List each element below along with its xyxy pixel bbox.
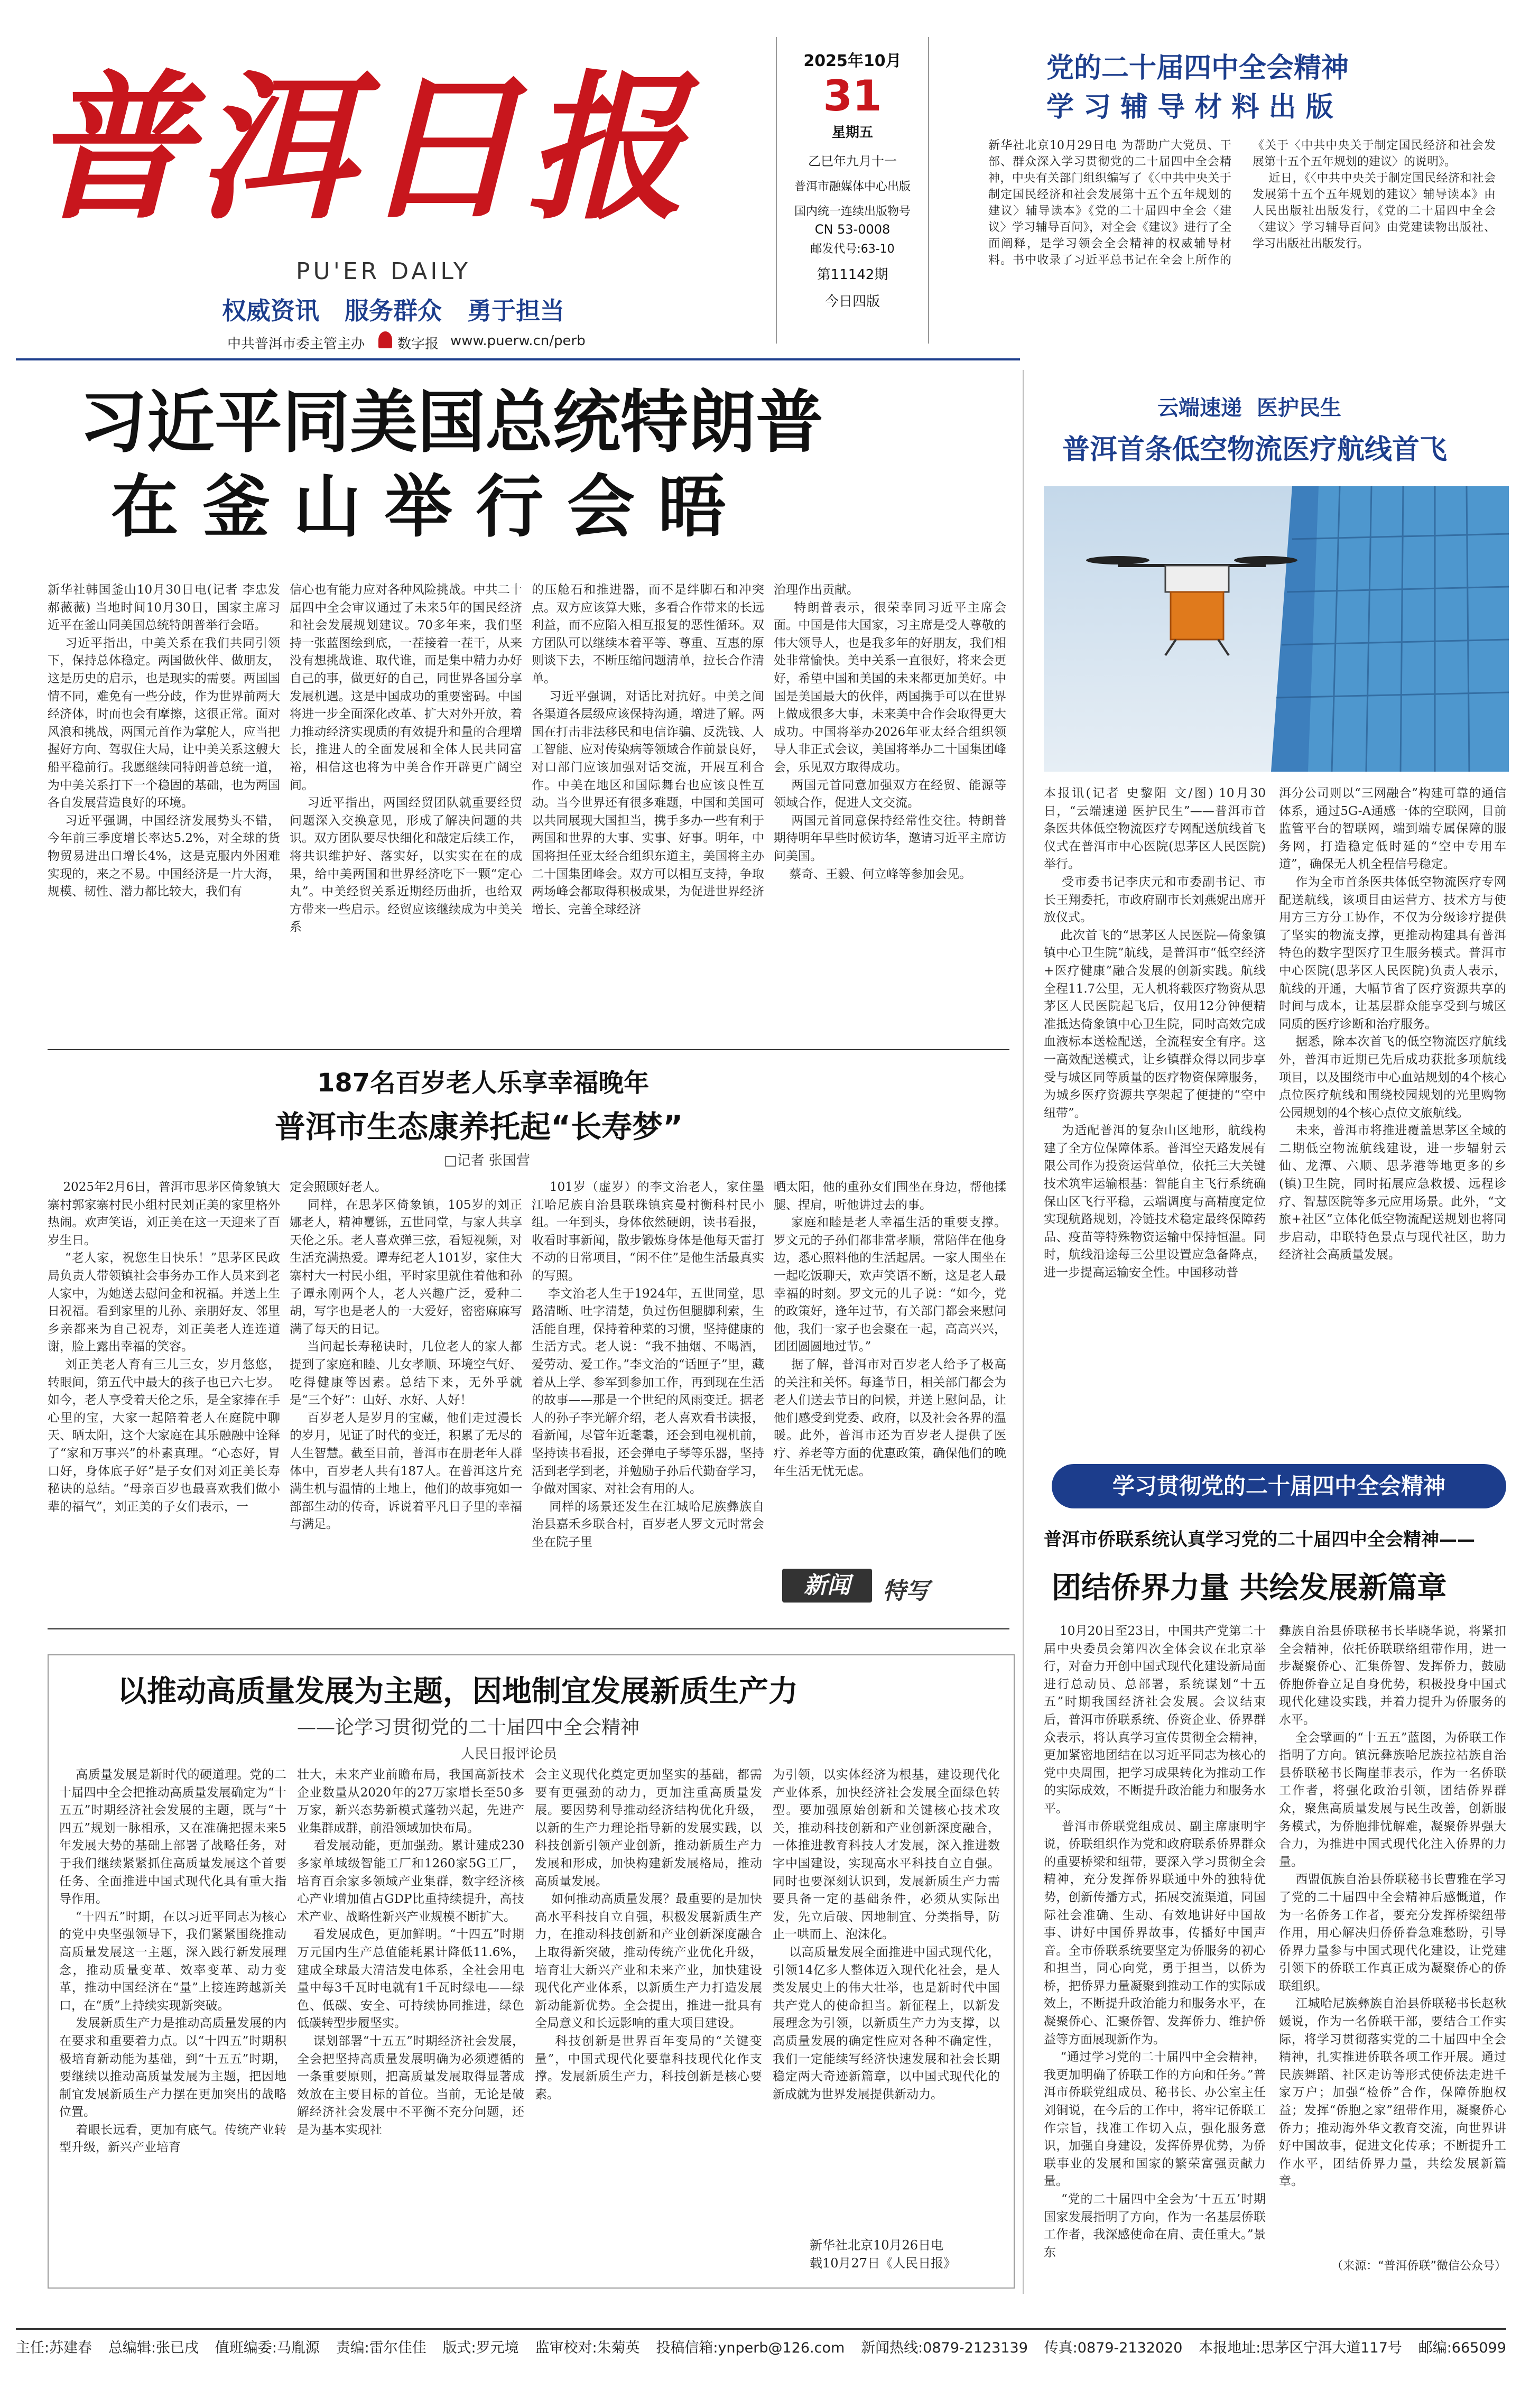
masthead-pinyin: PU'ER DAILY — [296, 258, 471, 285]
ocm-source: （来源：“普洱侨联”微信公众号） — [1331, 2259, 1506, 2273]
commentary-col-4: 为引领，以实体经济为根基，建设现代化产业体系，加快经济社会发展全面绿色转型。要加强原始创新和关键核心技术攻关，推动科技创新和产业创新深度融合，一体推进教育科技人才发展，深入推进数字中国建设，实现高水平科技自立自强。同时也要深刻认识到，发展新质生产力需要具备一定的基础条件，必须从实际出发，先立后破、因地制宜、分类指导，防止一哄而上、泡沫化。 以高质量发展全面推进中国式现代化，引领14亿多人整体迈入现代化社会，是人类发展史上的伟大壮举，也是新时代中国共产党人的使命担当。新征程上，以新发展理念为引领，以新质生产力为支撑，以高质量发展的确定性应对各种不确定性，我们一定能续写经济快速发展和社会长期稳定两大奇迹新篇章，以中国式现代化的新成就为世界发展提供新动力。 — [773, 1768, 1000, 2101]
digital-icon — [378, 331, 392, 348]
lead-col-1: 新华社韩国釜山10月30日电(记者 李忠发 郝薇薇) 当地时间10月30日，国家主席习近平在釜山同美国总统特朗普举行会晤。 习近平指出，中美关系在我们共同引领下，保持总体稳定。两国做伙伴、做朋友，这是历史的启示，也是现实的需要。两国国情不同，难免有一些分歧，作为世界前两大经济体，时而也会有摩擦，这很正常。面对风浪和挑战，两国元首作为掌舵人，应当把握好方向、驾驭住大局，让中美关系这艘大船平稳前行。我愿继续同特朗普总统一道，为中美关系打下一个稳固的基础，也为两国各自发展营造良好的环境。 习近平强调，中国经济发展势头不错，今年前三季度增长率达5.2%，对全球的货物贸易进出口增长4%，这是克服内外困难实现的，来之不易。中国经济是一片大海，规模、韧性、潜力都比较大，我们有 — [48, 583, 281, 899]
drone-photo-svg — [1044, 486, 1509, 772]
lead-divider — [48, 1049, 1009, 1050]
footer-director: 主任:苏建春 — [16, 2340, 92, 2356]
digital-label: 数字报 — [397, 336, 439, 352]
ocm-headline: 团结侨界力量 共绘发展新篇章 — [1052, 1571, 1447, 1605]
issue-day: 31 — [823, 71, 882, 121]
drone-col-2: 洱分公司则以“三网融合”构建可靠的通信体系，通过5G-A通感一体的空联网，目前监管平台的智联网，端到端专属保障的服务网，打造稳定低时延的“空中专用车道”，确保无人机全程信号稳定。 作为全市首条医共体低空物流医疗专网配送航线，该项目由运营方、技术方与使用方三方分工协作，不仅为分级诊疗提供了坚实的物流支撑，更推动构建具有普洱特色的数字型医疗卫生服务模式。普洱市中心医院(思茅区人民医院)负责人表示，航线的开通，大幅节省了医疗资源共享的时间与成本，让基层群众能享受到与城区同质的医疗诊断和治疗服务。 据悉，除本次首飞的低空物流医疗航线外，普洱市近期已先后成功获批多项航线项目，以及围绕市中心血站规划的4个核心点位医疗航线和围绕校园规划的光里购物公园规划的4个核心点位文旅航线。 未来，普洱市将推进覆盖思茅区全域的二期低空物流航线建设，进一步辐射云仙、龙潭、六顺、思茅港等地更多的乡(镇)卫生院，同时拓展应急救援、远程诊疗、智慧医院等多元应用场景。此外，“文旅+社区”立体化低空物流配送规划也将同步启动，串联特色景点与现代社区，助力经济社会高质量发展。 — [1279, 786, 1507, 1262]
footer-layout: 版式:罗元境 — [442, 2340, 519, 2356]
elder-divider — [48, 1628, 1009, 1629]
right-column-divider — [1023, 370, 1024, 2294]
news-feature-badge — [782, 1564, 983, 1607]
drone-kicker: 云端速递 医护民生 — [1157, 396, 1341, 420]
commentary-col-2: 壮大，未来产业前瞻布局，我国高新技术企业数量从2020年的27万家增长至50多万家，新兴态势新模式蓬勃兴起，先进产业集群成群，前沿领域加快布局。 看发展动能，更加强劲。累计建成230多家单域级智能工厂和1260家5G工厂，培育百余家多领域产业集群，数字经济核心产业增加值占GDP比重持续提升，高技术产业、战略性新兴产业规模不断扩大。 看发展成色，更加鲜明。“十四五”时期万元国内生产总值能耗累计降低11.6%，建成全球最大清洁发电体系，全社会用电量中每3千瓦时电就有1千瓦时绿电——绿色、低碳、安全、可持续协同推进，绿色低碳转型步履坚实。 谋划部署“十五五”时期经济社会发展，全会把坚持高质量发展明确为必须遵循的一条重要原则，把高质量发展取得显著成效放在主要目标的首位。当前，无论是破解经济社会发展中不平衡不充分问题，还是为基本实现社 — [297, 1768, 525, 2137]
digital-url[interactable]: www.puerw.cn/perb — [450, 333, 586, 349]
issue-pages: 今日四版 — [824, 294, 880, 310]
ocm-kicker: 普洱市侨联系统认真学习党的二十届四中全会精神—— — [1044, 1529, 1475, 1550]
ocm-col-2: 彝族自治县侨联秘书长毕晓华说，将紧扣全会精神，依托侨联联络组带作用，进一步凝聚侨心、汇集侨智、发挥侨力，鼓励侨胞侨眷立足自身优势，积极投身中国式现代化建设实践，并着力提升为侨服务的水平。 全会擘画的“十五五”蓝图，为侨联工作指明了方向。镇沅彝族哈尼族拉祜族自治县侨联秘书长陶崖菲表示，作为一名侨联工作者，将强化政治引领，团结侨界群众，聚焦高质量发展与民生改善，创新服务模式，为侨胞排忧解难，凝聚侨界强大合力，为推进中国式现代化注入侨界的力量。 西盟佤族自治县侨联秘书长曹雅在学习了党的二十届四中全会精神后感慨道，作为一名侨务工作者，要充分发挥桥梁纽带作用，用心解决归侨侨眷急难愁盼，引导侨界力量参与中国式现代化建设，让党建引领下的侨联工作真正成为凝聚侨心的侨联组织。 江城哈尼族彝族自治县侨联秘书长赵秋媛说，作为一名侨联干部，要结合工作实际，将学习贯彻落实党的二十届四中全会精神，扎实推进侨联各项工作开展。通过民族舞蹈、社区走访等形式使侨法走进千家万户；加强“检侨”合作，保障侨胞权益；发挥“侨胞之家”纽带作用，凝聚侨心侨力；推动海外华文教育交流，向世界讲好中国故事，促进文化传承；不断提升工作水平，团结侨界力量，共绘发展新篇章。 — [1279, 1624, 1507, 2189]
issue-cn-label: 国内统一连续出版物号 — [794, 205, 911, 218]
footer-rule — [16, 2328, 1506, 2330]
commentary-col-1: 高质量发展是新时代的硬道理。党的二十届四中全会把推动高质量发展确定为“十五五”时期经济社会发展的主题，既与“十四五”规划一脉相承，又在准确把握未来5年发展大势的基础上部署了战略任务，对于我们继续紧紧抓住高质量发展这个首要任务、全面推进中国式现代化具有重大指导作用。 “十四五”时期，在以习近平同志为核心的党中央坚强领导下，我们紧紧围绕推动高质量发展这一主题，深入践行新发展理念，推动质量变革、效率变革、动力变革，推动中国经济在“量”上接连跨越新关口，在“质”上持续实现新突破。 发展新质生产力是推动高质量发展的内在要求和重要着力点。以“十四五”时期积极培育新动能为基础，到“十五五”时期，要继续以推动高质量发展为主题，把因地制宜发展新质生产力摆在更加突出的战略位置。 着眼长远看，更加有底气。传统产业转型升级，新兴产业培育 — [59, 1768, 287, 2155]
elder-kicker: 187名百岁老人乐享幸福晚年 — [317, 1068, 650, 1098]
commentary-subhead: ——论学习贯彻党的二十届四中全会精神 — [297, 1717, 640, 1738]
masthead-sponsor: 中共普洱市委主管主办 — [227, 336, 365, 352]
badge-news: 新闻 — [782, 1569, 872, 1603]
issue-cn-number: CN 53-0008 — [814, 222, 891, 237]
study-materials-title-2: 学 习 辅 导 材 料 出 版 — [1046, 91, 1333, 123]
footer-hotline: 新闻热线:0879-2123139 — [861, 2340, 1028, 2356]
drone-col-1: 本报讯(记者 史黎阳 文/图) 10月30日，“云端速递 医护民生”——普洱市首条医共体低空物流医疗专网配送航线首飞仪式在普洱市中心医院(思茅区人民医院)举行。 受市委书记李庆元和市委副书记、市长王翔委托，市政府副市长刘燕妮出席开放仪式。 此次首飞的“思茅区人民医院—倚象镇镇中心卫生院”航线，是普洱市“低空经济+医疗健康”融合发展的创新实践。航线全程11.7公里，无人机将载医疗物资从思茅区人民医院起飞后，仅用12分钟便精准抵达倚象镇中心卫生院，同时高效完成血液标本送检配送，全流程安全有序。这一高效配送模式，让乡镇群众得以同步享受与城区同等质量的医疗物资保障服务，为城乡医疗资源共享架起了便捷的“空中纽带”。 为适配普洱的复杂山区地形，航线构建了全方位保障体系。普洱空天路发展有限公司作为投资运营单位，依托三大关键技术筑牢运输根基：智能自主飞行系统确保山区飞行平稳，云端调度与高精度定位实现航路规划，冷链技术稳定最终保障药品、疫苗等特殊物资运输中保持恒温。同时，航线沿途每三公里设置应急备降点，进一步提高运输安全性。中国移动普 — [1044, 786, 1266, 1280]
footer-postcode: 邮编:665099 — [1418, 2340, 1506, 2356]
issue-weekday: 星期五 — [831, 125, 873, 141]
footer-address: 本报地址:思茅区宁洱大道117号 — [1199, 2340, 1402, 2356]
footer-email[interactable]: 投稿信箱:ynperb@126.com — [656, 2340, 845, 2356]
commentary-box — [48, 1654, 1015, 2289]
issue-lunar: 乙巳年九月十一 — [808, 154, 897, 169]
commentary-source: 人民日报评论员 — [461, 1746, 558, 1762]
issue-postal: 邮发代号:63-10 — [810, 243, 895, 256]
commentary-headline: 以推动高质量发展为主题，因地制宜发展新质生产力 — [117, 1674, 798, 1709]
issue-year-month: 2025年10月 — [803, 52, 902, 70]
lead-col-4: 治理作出贡献。 特朗普表示，很荣幸同习近平主席会面。中国是伟大国家，习主席是受人尊敬的伟大领导人，也是我多年的好朋友，我们相处非常愉快。美中关系一直很好，将来会更好，希望中国和美国的未来都更加美好。中国是美国最大的伙伴，两国携手可以在世界上做成很多大事，未来美中合作会取得更大成功。中国将举办2026年亚太经合组织领导人非正式会议，美国将举办二十国集团峰会，乐见双方取得成功。 两国元首同意加强双方在经贸、能源等领域合作，促进人文交流。 两国元首同意保持经常性交往。特朗普期待明年早些时候访华，邀请习近平主席访问美国。 蔡奇、王毅、何立峰等参加会见。 — [774, 583, 1007, 881]
study-materials-article — [951, 32, 1506, 349]
ocm-col-1: 10月20日至23日，中国共产党第二十届中央委员会第四次全体会议在北京举行，对奋力开创中国式现代化建设新局面进行总动员、总部署，系统谋划“十五五”时期我国经济社会发展。会议结束后，普洱市侨联系统、侨资企业、侨界群众表示，将认真学习宣传贯彻全会精神，更加紧密地团结在以习近平同志为核心的党中央周围，把学习成果转化为推动工作的实际成效，不断提升政治能力和服务水平。 普洱市侨联党组成员、副主席康明宇说，侨联组织作为党和政府联系侨界群众的重要桥梁和纽带，要深入学习贯彻全会精神，充分发挥侨界联通中外的独特优势，创新传播方式，拓展交流渠道，同国际社会准确、生动、有效地讲好中国故事、讲好中国侨界故事，传播好中国声音。全市侨联系统要坚定为侨服务的初心和担当，同心向党，勇于担当，以侨为桥，把侨界力量凝聚到推动工作的实际成效上，不断提升政治能力和服务水平，在凝聚侨心、汇聚侨智、发挥侨力、维护侨益等方面展现新作为。 “通过学习党的二十届四中全会精神，我更加明确了侨联工作的方向和任务。”普洱市侨联党组成员、秘书长、办公室主任刘铜说，在今后的工作中，将牢记侨联工作宗旨，找准工作切入点，强化服务意识，加强自身建设，发挥侨界优势，为侨联事业的发展和国家的繁荣富强贡献力量。 “党的二十届四中全会为‘十五五’时期国家发展指明了方向，作为一名基层侨联工作者，我深感使命在肩、责任重大。”景东 — [1044, 1624, 1266, 2259]
lead-headline-2: 在 釜 山 举 行 会 晤 — [111, 468, 726, 547]
elder-headline: 普洱市生态康养托起“长寿梦” — [275, 1109, 683, 1145]
issue-info-box — [776, 37, 929, 344]
study-materials-title-1: 党的二十届四中全会精神 — [1046, 52, 1349, 84]
elder-byline: □记者 张国营 — [444, 1153, 530, 1169]
footer-fax: 传真:0879-2132020 — [1044, 2340, 1183, 2356]
drone-icon — [1086, 556, 1297, 655]
badge-feature: 特写 — [883, 1578, 929, 1605]
lead-headline-1: 习近平同美国总统特朗普 — [79, 383, 824, 462]
footer-duty-editor: 值班编委:马胤源 — [215, 2340, 320, 2356]
drone-headline: 普洱首条低空物流医疗航线首飞 — [1062, 434, 1448, 466]
masthead — [0, 0, 772, 370]
masthead-divider — [16, 358, 1020, 360]
masthead-slogan: 权威资讯 服务群众 勇于担当 — [222, 297, 565, 325]
elder-col-3: 101岁（虚岁）的李文治老人，家住墨江哈尼族自治县联珠镇宾曼村衡科村民小组。一年到头，身体依然硬朗，读书看报，收看时事新闻，散步锻炼身体是他每天雷打不动的日常项目，“闲不住”是他生活最真实的写照。 李文治老人生于1924年，五世同堂，思路清晰、吐字清楚，负过伤但腿脚利索，生活能自理，保持着种菜的习惯，坚持健康的生活方式。老人说：“我不抽烟、不喝酒，爱劳动、爱工作。”李文治的“话匣子”里，藏着从上学、参军到参加工作，再到现在生活的故事——那是一个世纪的风雨变迁。据老人的孙子李光解介绍，老人喜欢看书读报，看新闻，尽管年近耄耋，还会到电视机前，坚持读书看报，还会弹电子琴等乐器，坚持活到老学到老，并勉励子孙后代勤奋学习，争做对国家、对社会有用的人。 同样的场景还发生在江城哈尼族彝族自治县嘉禾乡联合村，百岁老人罗文元时常会坐在院子里 — [532, 1180, 765, 1549]
study-materials-body: 新华社北京10月29日电 为帮助广大党员、干部、群众深入学习贯彻党的二十届四中全会精神，中央有关部门组织编写了《〈中共中央关于制定国民经济和社会发展第十五个五年规划的建议〉辅导读本》《党的二十届四中全会〈建议〉学习辅导百问》，对全会《建议》进行了全面阐释，是学习领会全会精神的权威辅导材料。书中收录了习近平总书记在全会上所作的《关于〈中共中央关于制定国民经济和社会发展第十五个五年规划的建议〉的说明》。 近日，《〈中共中央关于制定国民经济和社会发展第十五个五年规划的建议〉辅导读本》由人民出版社出版发行，《党的二十届四中全会〈建议〉学习辅导百问》由党建读物出版社、学习出版社出版发行。 — [988, 139, 1496, 267]
elder-col-1: 2025年2月6日，普洱市思茅区倚象镇大寨村郭家寨村民小组村民刘正美的家里格外热闹。欢声笑语，刘正美在这一天迎来了百岁生日。 “老人家，祝您生日快乐！”思茅区民政局负责人带领镇社会事务办工作人员来到老人家中，为她送去慰问金和祝福。并送上生日祝福。看到家里的儿孙、亲朋好友、邻里乡亲都来为自己祝寿，刘正美老人连连道谢，脸上露出幸福的笑容。 刘正美老人育有三儿三女，岁月悠悠，转眼间，第五代中最大的孩子也已六七岁。如今，老人享受着天伦之乐，是全家捧在手心里的宝，大家一起陪着老人在庭院中聊天、晒太阳，这个大家庭在其乐融融中诠释了“家和万事兴”的朴素真理。“心态好，胃口好，身体底子好”是子女们对刘正美长寿秘诀的总结。“母亲百岁也最喜欢我们做小辈的福气”，刘正美的子女们表示，一 — [48, 1180, 281, 1514]
footer-page-editor: 责编:雷尔佳佳 — [336, 2340, 426, 2356]
commentary-dateline: 新华社北京10月26日电 载10月27日《人民日报》 — [810, 2238, 957, 2271]
drone-photo — [1044, 486, 1509, 772]
newspaper-logo: 普洱日报 — [32, 54, 691, 241]
elder-col-2: 定会照顾好老人。 同样，在思茅区倚象镇，105岁的刘正娜老人，精神矍铄，五世同堂，与家人共享天伦之乐。老人喜欢弹三弦，看短视频，对生活充满热爱。谭寿纪老人101岁，家住大寨村大一村民小组，平时家里就住着他和孙子谭永刚两个人，老人兴趣广泛，爱种二胡，写字也是老人的一大爱好，密密麻麻写满了每天的日记。 当问起长寿秘诀时，几位老人的家人都提到了家庭和睦、儿女孝顺、环境空气好、吃得健康等因素。总结下来，无外乎就是“三个好”：山好、水好、人好！ 百岁老人是岁月的宝藏，他们走过漫长的岁月，见证了时代的变迁，积累了无尽的人生智慧。截至目前，普洱市在册老年人群体中，百岁老人共有187人。在普洱这片充满生机与温情的土地上，他们的故事宛如一部部生动的传奇，诉说着平凡日子里的幸福与满足。 — [290, 1180, 523, 1532]
ocm-banner: 学习贯彻党的二十届四中全会精神 — [1052, 1464, 1506, 1508]
elder-col-4: 晒太阳，他的重孙女们围坐在身边，帮他揉腿、捏肩，听他讲过去的事。 家庭和睦是老人幸福生活的重要支撑。罗文元的子孙们都非常孝顺，常陪伴在他身边，悉心照料他的生活起居。一家人围坐在一起吃饭聊天，欢声笑语不断，这是老人最幸福的时刻。罗文元的儿子说：“如今，党的政策好，逢年过节，有关部门都会来慰问他，我们一家子也会聚在一起，高高兴兴，团团圆圆地过节。” 据了解，普洱市对百岁老人给予了极高的关注和关怀。每逢节日，相关部门都会为老人们送去节日的问候，并送上慰问品，让他们感受到党委、政府，以及社会各界的温暖。此外，普洱市还为百岁老人提供了医疗、养老等方面的优惠政策，确保他们的晚年生活无忧无虑。 — [774, 1180, 1007, 1478]
commentary-col-3: 会主义现代化奠定更加坚实的基础，都需要有更强劲的动力，更加注重高质量发展。要因势利导推动经济结构优化升级，以新的生产力理论指导新的发展实践，以科技创新引领产业创新，推动新质生产力发展和形成，加快构建新发展格局，推动高质量发展。 如何推动高质量发展？最重要的是加快高水平科技自立自强，积极发展新质生产力，在推动科技创新和产业创新深度融合上取得新突破，推动传统产业优化升级，培育壮大新兴产业和未来产业，加快建设现代化产业体系，以新质生产力打造发展新动能新优势。全会提出，推进一批具有全局意义和长远影响的重大项目建设。 科技创新是世界百年变局的“关键变量”，中国式现代化要靠科技现代化作支撑。发展新质生产力，科技创新是核心要素。 — [535, 1768, 763, 2101]
lead-col-3: 的压舱石和推进器，而不是绊脚石和冲突点。双方应该算大账，多看合作带来的长远利益，而不应陷入相互报复的恶性循环。双方团队可以继续本着平等、尊重、互惠的原则谈下去，不断压缩问题清单，拉长合作清单。 习近平强调，对话比对抗好。中美之间各渠道各层级应该保持沟通，增进了解。两国在打击非法移民和电信诈骗、反洗钱、人工智能、应对传染病等领域合作前景良好，对口部门应该加强对话交流，开展互利合作。中美在地区和国际舞台也应该良性互动。当今世界还有很多难题，中国和美国可以共同展现大国担当，携手多办一些有利于两国和世界的大事、实事、好事。明年，中国将担任亚太经合组织东道主，美国将主办二十国集团峰会。双方可以相互支持，争取两场峰会都取得积极成果，为促进世界经济增长、完善全球经济 — [532, 583, 765, 916]
issue-publisher: 普洱市融媒体中心出版 — [794, 180, 911, 193]
footer-bar — [16, 2336, 1506, 2368]
issue-number: 第11142期 — [817, 267, 888, 283]
footer-proofreader: 监审校对:朱菊英 — [535, 2340, 640, 2356]
footer-editor-in-chief: 总编辑:张已戌 — [108, 2340, 199, 2356]
lead-col-2: 信心也有能力应对各种风险挑战。中共二十届四中全会审议通过了未来5年的国民经济和社会发展规划建议。70多年来，我们坚持一张蓝图绘到底，一茬接着一茬干，从来没有想挑战谁、取代谁，而是集中精力办好自己的事，做更好的自己，同世界各国分享发展机遇。这是中国成功的重要密码。中国将进一步全面深化改革、扩大对外开放，着力推动经济实现质的有效提升和量的合理增长，推进人的全面发展和全体人民共同富裕，相信这也将为中美合作开辟更广阔空间。 习近平指出，两国经贸团队就重要经贸问题深入交换意见，形成了解决问题的共识。双方团队要尽快细化和敲定后续工作，将共识维护好、落实好，以实实在在的成果，给中美两国和世界经济吃下一颗“定心丸”。中美经贸关系近期经历曲折，也给双方带来一些启示。经贸应该继续成为中美关系 — [290, 583, 523, 934]
